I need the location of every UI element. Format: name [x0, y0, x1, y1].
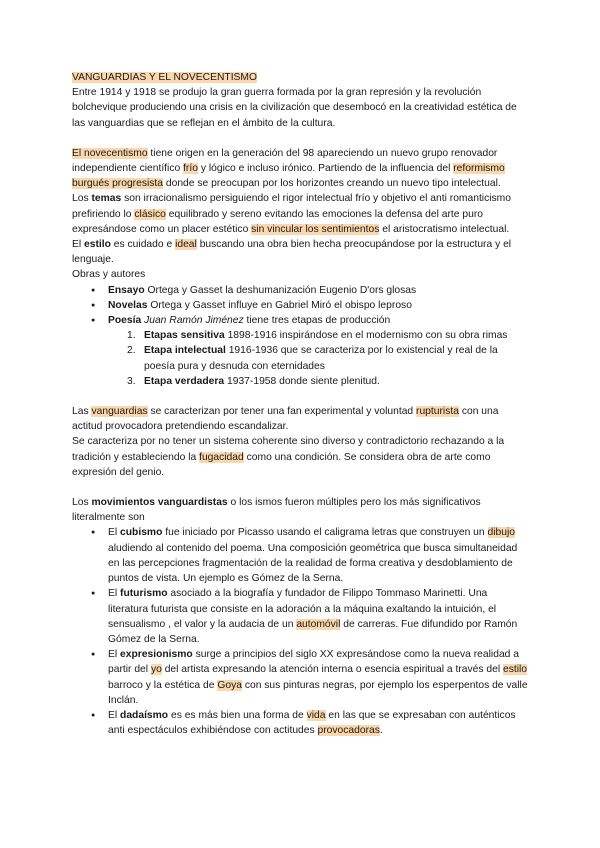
list-item [108, 708, 528, 738]
vanguardias-paragraph [72, 404, 528, 434]
text: con una actitud provocadora pretendiendo escandalizar. [72, 406, 499, 433]
text: tiene origen en la generación del 98 apareciendo un nuevo grupo renovador independiente científico [72, 147, 498, 175]
text: El [108, 649, 121, 661]
bold-term: movimientos vanguardistas [91, 497, 228, 509]
spacer [72, 131, 528, 146]
bold-term: dadaísmo [120, 709, 169, 721]
text: es es más bien una forma de [168, 709, 307, 721]
list-item [108, 525, 528, 586]
text: El [72, 239, 85, 251]
text: Se caracteriza por no tener un sistema coherente sino diverso y contradictorio rechazando a la tradición y estableciendo la [72, 436, 505, 463]
text: aludiendo al contenido del poema. Una composición geométrica que busca simultaneidad en las percepciones fragmentación de la realidad de forma creativa y desdoblamiento de puntos de vista. Un ejemplo es Gómez de la Serna. [108, 542, 518, 585]
text: El [108, 527, 121, 539]
bold-term: Poesía [108, 315, 142, 327]
intro-paragraph: Entre 1914 y 1918 se produjo la gran guerra formada por la gran represión y la revolución bolchevique produciendo una crisis en la civilización que desembocó en la creatividad estética de las vanguardias que se reflejan en el ámbito de la cultura. [72, 87, 517, 129]
list-item [127, 328, 528, 343]
highlight: rupturista [416, 406, 459, 418]
text: buscando una obra bien hecha preocupándose por la estructura y el lenguaje. [72, 239, 512, 266]
estilo-paragraph [72, 237, 528, 267]
doc-title [72, 70, 528, 85]
doc-title-text: VANGUARDIAS Y EL NOVECENTISMO [72, 72, 258, 83]
list-item [108, 298, 528, 313]
list-item [108, 313, 528, 328]
text: se caracterizan por tener una fan experimental y voluntad [147, 406, 417, 418]
text: asociado a la biografía y fundador de Filippo Tommaso Marinetti. Una literatura futurista que consiste en la adoración a la máquina exaltando la intuición, el sensualismo , el valor y la audacia de un [108, 588, 497, 630]
highlight: vanguardias [91, 406, 148, 418]
list-number: 2. [127, 345, 136, 357]
author-name: Juan Ramón Jiménez [144, 315, 244, 327]
document-page [72, 70, 528, 738]
caracteriza-paragraph [72, 434, 528, 480]
bold-term: estilo [84, 239, 111, 251]
list-item [127, 374, 528, 389]
highlight: ideal [175, 239, 197, 251]
text: Los [72, 193, 92, 205]
highlight: vida [306, 709, 326, 721]
bold-term: Etapa intelectual [144, 345, 226, 357]
bold-term: futurismo [120, 588, 168, 600]
text: surge a principios del siglo XX expresándose como la nueva realidad a partir del [108, 649, 519, 676]
highlight: El novecentismo [72, 147, 148, 159]
text: como una condición. Se considera obra de arte como expresión del genio. [72, 451, 491, 478]
text: Las [72, 406, 92, 418]
obras-heading: Obras y autores [72, 269, 146, 281]
ismos-list [72, 525, 528, 738]
highlight: reformismo burgués progresista [72, 163, 505, 190]
text: equilibrado y sereno evitando las emociones la defensa del arte puro expresándose como un placer estético [72, 208, 483, 235]
text: 1916-1936 que se caracteriza por lo existencial y real de la poesía pura y desnuda con eternidades [144, 345, 498, 372]
text: del artista expresando la atención interna o esencia espiritual a través del [161, 664, 503, 676]
text: El [108, 709, 121, 721]
text: o los ismos fueron múltiples pero los más significativos literalmente son [72, 497, 481, 524]
highlight: estilo [502, 664, 528, 676]
text: de carreras. Fue difundido por Ramón Gómez de la Serna. [108, 618, 518, 645]
highlight: Goya [217, 679, 242, 691]
highlight: fugacidad [199, 451, 244, 463]
list-number: 1. [127, 330, 136, 342]
text: El [108, 588, 121, 600]
bold-term: Novelas [108, 299, 148, 311]
list-item [108, 647, 528, 708]
text: 1937-1958 donde siente plenitud. [224, 375, 380, 387]
highlight: provocadoras [317, 725, 380, 737]
bold-term: cubismo [120, 527, 163, 539]
etapas-list [72, 328, 528, 389]
highlight: clásico [134, 208, 166, 220]
spacer [72, 480, 528, 495]
text: Los [72, 497, 92, 509]
bold-term: Etapas sensitiva [144, 330, 225, 342]
text: son irracionalismo persiguiendo el rigor intelectual frío y objetivo el anti romanticismo prefiriendo lo [72, 193, 511, 220]
text: barroco y la estética de [108, 679, 218, 691]
text: con sus pinturas negras, por ejemplo los esperpentos de valle Inclán. [108, 679, 528, 706]
highlight: dibujo [487, 527, 515, 539]
text: 1898-1916 inspirándose en el modernismo con su obra rimas [224, 330, 508, 342]
text: Ortega y Gasset influye en Gabriel Miró el obispo leproso [147, 299, 412, 311]
list-number: 3. [127, 375, 136, 387]
highlight: yo [150, 664, 162, 676]
list-item [108, 283, 528, 298]
text: Ortega y Gasset la deshumanización Eugenio D'ors glosas [144, 284, 417, 296]
bold-term: Etapa verdadera [144, 375, 225, 387]
temas-paragraph [72, 191, 528, 237]
bold-term: Ensayo [108, 284, 145, 296]
bold-term: temas [91, 193, 122, 205]
list-item [127, 343, 528, 373]
spacer [72, 389, 528, 404]
text: y lógico e incluso irónico. Partiendo de la influencia del [197, 163, 454, 175]
text: el aristocratismo intelectual. [379, 223, 510, 235]
bold-term: expresionismo [120, 649, 193, 661]
movimientos-paragraph [72, 495, 528, 525]
list-item [108, 586, 528, 647]
text: es cuidado e [110, 239, 176, 251]
highlight: automóvil [296, 618, 341, 630]
text: donde se preocupan por los horizontes creando un nuevo tipo intelectual. [163, 178, 501, 190]
text: en las que se expresaban con auténticos anti espectáculos exhibiéndose con actitudes [108, 709, 516, 737]
highlight: frío [183, 163, 198, 175]
highlight: sin vincular los sentimientos [251, 223, 380, 235]
novecentismo-paragraph [72, 146, 528, 192]
text: tiene tres etapas de producción [243, 315, 391, 327]
obras-list [72, 283, 528, 329]
text: . [379, 725, 383, 737]
text: fue iniciado por Picasso usando el caligrama letras que construyen un [162, 527, 488, 539]
